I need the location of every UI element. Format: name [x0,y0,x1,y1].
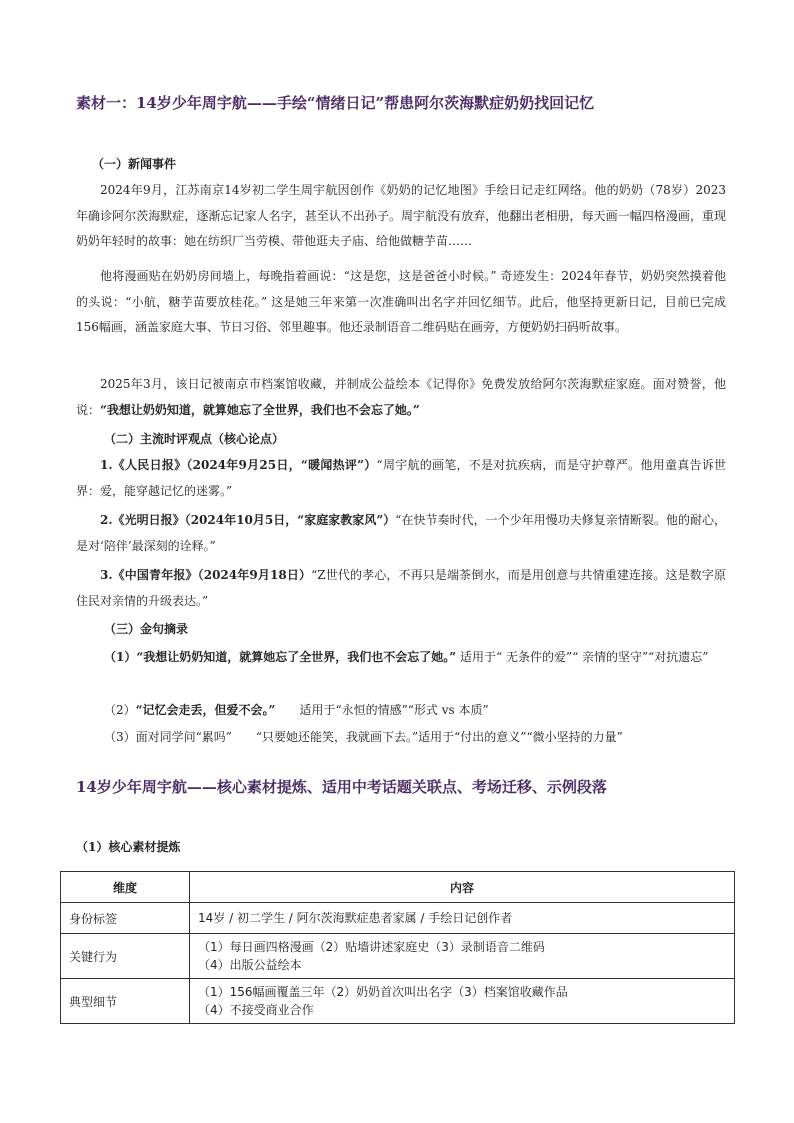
table-cell-dimension: 典型细节 [61,979,190,1024]
news-paragraph-3: 2025年3月，该日记被南京市档案馆收藏，并制成公益绘本《记得你》免费发放给阿尔茨海默症家庭。面对赞誉，他说：“我想让奶奶知道，就算她忘了全世界，我们也不会忘了她。” [76,377,726,417]
table-cell-dimension: 关键行为 [61,934,190,979]
table-heading: （1）核心素材提炼 [76,840,181,854]
key-quote: “我想让奶奶知道，就算她忘了全世界，我们也不会忘了她。” [100,402,420,417]
table-row [61,934,735,979]
news-paragraph-1: 2024年9月，江苏南京14岁初二学生周宇航因创作《奶奶的记忆地图》手绘日记走红网络。他的奶奶（78岁）2023年确诊阿尔茨海默症，逐渐忘记家人名字，甚至认不出孙子。周宇航没有放弃，他翻出老相册，每天画一幅四格漫画，重现奶奶年轻时的故事：她在纺织厂当劳模、带他逛夫子庙、给他做糖芋苗…… [76,183,726,248]
comments-heading: （二）主流时评观点（核心论点） [104,432,285,446]
section-2-title: 14岁少年周宇航——核心素材提炼、适用中考话题关联点、考场迁移、示例段落 [76,778,607,796]
page-title: 素材一：14岁少年周宇航——手绘“情绪日记”帮患阿尔茨海默症奶奶找回记忆 [76,94,595,112]
quote-item-1: （1）“我想让奶奶知道，就算她忘了全世界，我们也不会忘了她。” 适用于“ 无条件的爱”“ 亲情的坚守”“对抗遗忘” [104,650,709,664]
table-cell-content: （1）156幅画覆盖三年（2）奶奶首次叫出名字（3）档案馆收藏作品 （4）不接受商业合作 [190,979,735,1024]
news-heading: （一）新闻事件 [92,157,177,171]
quote-item-2: （2）“记忆会走丢，但爱不会。” 适用于“永恒的情感”“形式 vs 本质” [104,703,489,717]
table-row [61,903,735,934]
table-cell-content: （1）每日画四格漫画（2）贴墙讲述家庭史（3）录制语音二维码 （4）出版公益绘本 [190,934,735,979]
table-row [61,979,735,1024]
quote-item-3: （3）面对同学问“累吗” “只要她还能笑，我就画下去。”适用于“付出的意义”“微小坚持的力量” [104,730,623,744]
table-header-dimension: 维度 [61,872,190,903]
comment-item-2: 2.《光明日报》（2024年10月5日，“家庭家教家风”）“在快节奏时代，一个少年用慢功夫修复亲情断裂。他的耐心，是对‘陪伴’最深刻的诠释。” [76,513,727,553]
core-material-table [60,871,735,1024]
comment-item-1: 1.《人民日报》（2024年9月25日，“暖闻热评”）“周宇航的画笔，不是对抗疾病，而是守护尊严。他用童真告诉世界：爱，能穿越记忆的迷雾。” [76,458,727,498]
comment-item-3: 3.《中国青年报》（2024年9月18日）“Z世代的孝心，不再只是端茶倒水，而是用创意与共情重建连接。这是数字原住民对亲情的升级表达。” [76,568,726,608]
table-cell-dimension: 身份标签 [61,903,190,934]
table-header-content: 内容 [190,872,735,903]
news-paragraph-2: 他将漫画贴在奶奶房间墙上，每晚指着画说：“这是您，这是爸爸小时候。” 奇迹发生：2024年春节，奶奶突然摸着他的头说：“小航，糖芋苗要放桂花。” 这是她三年来第一次准确叫出名字并回忆细节。此后，他坚持更新日记，目前已完成156幅画，涵盖家庭大事、节日习俗、邻里趣事。他还录制语音二维码贴在画旁，方便奶奶扫码听故事。 [76,269,726,334]
table-cell-content: 14岁 / 初二学生 / 阿尔茨海默症患者家属 / 手绘日记创作者 [190,903,735,934]
quotes-heading: （三）金句摘录 [104,622,189,636]
